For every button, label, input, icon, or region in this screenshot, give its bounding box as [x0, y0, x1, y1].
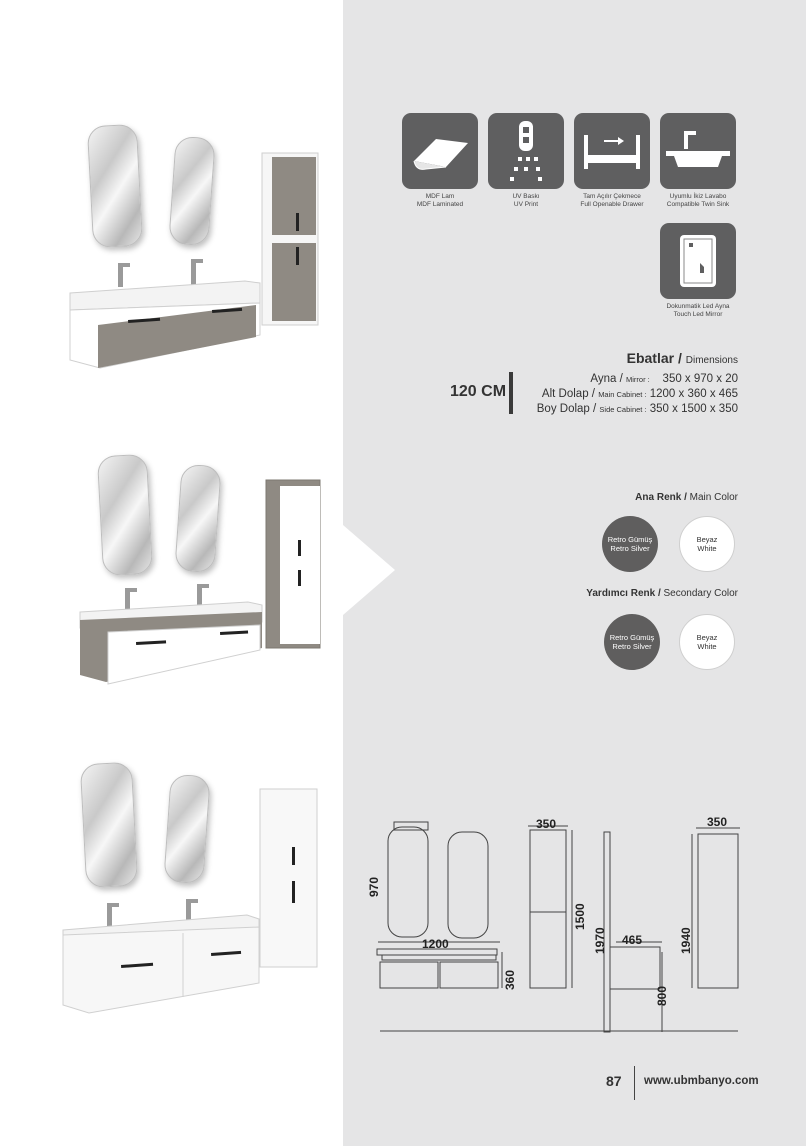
- dimensions-title-en: Dimensions: [685, 355, 738, 366]
- dim-side-width: 350: [536, 817, 557, 831]
- row-label-en: Side Cabinet :: [599, 405, 647, 414]
- swatch-retro-silver[interactable]: [602, 516, 658, 572]
- arrow-notch: [343, 525, 395, 615]
- touch-mirror-icon: [660, 223, 736, 299]
- swatch-name-en: White: [697, 544, 717, 553]
- dim-side-total-height: 1940: [679, 927, 693, 954]
- dim-side-depth: 350: [707, 815, 728, 829]
- row-label-en: Main Cabinet :: [598, 390, 647, 399]
- twin-sink-icon: [660, 113, 736, 189]
- dim-side-height: 1500: [573, 903, 587, 930]
- swatch-retro-silver[interactable]: [604, 614, 660, 670]
- feature-full-openable-drawer: [574, 113, 650, 209]
- feature-label-tr: Tam Açılır Çekmece: [583, 193, 641, 200]
- feature-label-tr: UV Baskı: [512, 193, 540, 200]
- dimension-row-side-cabinet: [537, 402, 738, 417]
- row-label-tr: Boy Dolap /: [536, 403, 597, 415]
- product-image-2: [70, 450, 350, 700]
- row-value: 350 x 970 x 20: [662, 373, 738, 385]
- vanity-illustration: [60, 115, 340, 385]
- swatch-name-tr: Retro Gümüş: [607, 535, 653, 544]
- feature-label-en: Compatible Twin Sink: [666, 201, 730, 208]
- product-image-3: [55, 755, 335, 1020]
- feature-mdf-laminated: [402, 113, 478, 209]
- row-label-tr: Ayna /: [590, 373, 623, 385]
- feature-label-en: Touch Led Mirror: [673, 311, 723, 318]
- dim-vanity-depth: 465: [622, 933, 643, 947]
- dim-vanity-floor-height: 800: [655, 985, 669, 1006]
- feature-label-en: UV Print: [513, 201, 539, 208]
- dimensions-title: [627, 350, 738, 366]
- swatch-name-tr: Beyaz: [696, 535, 718, 544]
- swatch-name-tr: Beyaz: [696, 633, 718, 642]
- dimensions-title-tr: Ebatlar /: [626, 350, 682, 366]
- drawer-icon: [574, 113, 650, 189]
- feature-label-en: Full Openable Drawer: [580, 201, 644, 208]
- size-label: 120 CM: [450, 383, 507, 400]
- uv-print-icon: [488, 113, 564, 189]
- main-color-title-en: Main Color: [689, 492, 738, 503]
- dim-vanity-height: 360: [503, 969, 517, 990]
- swatch-name-en: Retro Silver: [610, 544, 650, 553]
- vanity-illustration: [55, 755, 335, 1020]
- vanity-illustration: [70, 450, 350, 700]
- row-label-tr: Alt Dolap /: [541, 388, 595, 400]
- swatch-name-tr: Retro Gümüş: [609, 633, 655, 642]
- website-link[interactable]: www.ubmbanyo.com: [644, 1075, 759, 1087]
- laminate-sheet-icon: [402, 113, 478, 189]
- dimension-row-mirror: [537, 372, 738, 387]
- page-number: 87: [606, 1073, 622, 1089]
- secondary-color-title: [586, 588, 738, 599]
- size-divider: [509, 372, 513, 414]
- swatch-white[interactable]: [679, 614, 735, 670]
- row-value: 1200 x 360 x 465: [649, 388, 738, 400]
- product-image-1: [60, 115, 340, 385]
- secondary-color-title-en: Secondary Color: [663, 588, 738, 599]
- main-color-title: [635, 492, 738, 503]
- swatch-white[interactable]: [679, 516, 735, 572]
- swatch-name-en: Retro Silver: [612, 642, 652, 651]
- feature-twin-sink: [660, 113, 736, 209]
- dimensions-list: [537, 372, 738, 417]
- feature-label-tr: MDF Lam: [425, 193, 455, 200]
- swatch-name-en: White: [697, 642, 717, 651]
- main-color-title-tr: Ana Renk /: [635, 492, 687, 503]
- feature-label-tr: Uyumlu İkiz Lavabo: [669, 193, 727, 200]
- row-label-en: Mirror :: [626, 375, 650, 384]
- dim-floor-to-side-top: 1970: [593, 927, 607, 954]
- footer-divider: [634, 1066, 635, 1100]
- technical-drawing: [360, 812, 760, 1042]
- feature-uv-print: [488, 113, 564, 209]
- row-value: 350 x 1500 x 350: [649, 403, 738, 415]
- secondary-color-title-tr: Yardımcı Renk /: [586, 588, 661, 599]
- dimension-row-main-cabinet: [537, 387, 738, 402]
- dim-vanity-width: 1200: [422, 937, 449, 951]
- feature-label-en: MDF Laminated: [416, 201, 464, 208]
- feature-touch-led-mirror: [660, 223, 736, 319]
- feature-label-tr: Dokunmatik Led Ayna: [666, 303, 730, 310]
- dim-mirror-height: 970: [367, 876, 381, 897]
